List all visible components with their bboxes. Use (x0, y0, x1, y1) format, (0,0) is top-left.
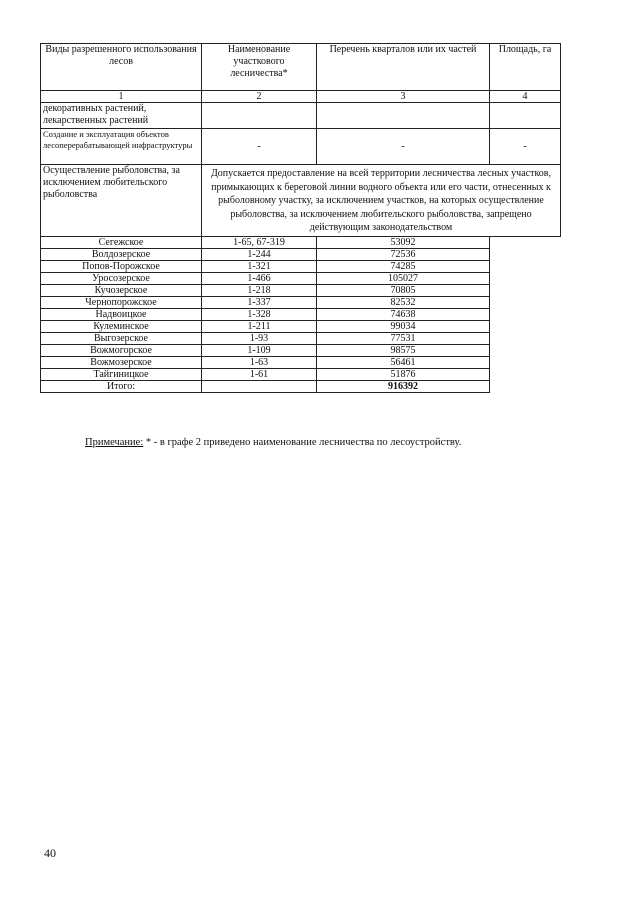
col-number: 2 (202, 91, 317, 103)
forestry-name-cell: Вожмозерское (41, 356, 202, 368)
quarters-cell: - (317, 129, 490, 165)
forestry-row (41, 308, 561, 320)
forestry-quarters-cell: 1-109 (202, 344, 317, 356)
header-quarters: Перечень кварталов или их частей (317, 44, 490, 91)
forestry-quarters-cell: 1-61 (202, 368, 317, 380)
forestry-row (41, 284, 561, 296)
forestry-row (41, 356, 561, 368)
forestry-quarters-cell: 1-337 (202, 296, 317, 308)
forestry-row (41, 344, 561, 356)
area-cell (490, 103, 561, 129)
forestry-row (41, 332, 561, 344)
forestry-area-cell: 56461 (317, 356, 490, 368)
forestry-quarters-cell: 1-211 (202, 320, 317, 332)
forestry-name-cell: Кучозерское (41, 284, 202, 296)
forestry-name-cell: Выгозерское (41, 332, 202, 344)
forestry-area-cell: 72536 (317, 248, 490, 260)
quarters-cell (317, 103, 490, 129)
forestry-quarters-cell: 1-218 (202, 284, 317, 296)
forest-use-table (40, 43, 561, 393)
total-label: Итого: (41, 380, 202, 392)
forestry-area-cell: 51876 (317, 368, 490, 380)
forestry-area-cell: 105027 (317, 272, 490, 284)
table-row (41, 165, 561, 237)
description-cell: Допускается предоставление на всей территории лесничества лесных участков, примыкающих к береговой линии водного объекта или его части, отнесенных к рыболовному участку, за исключением участков, на которых осуществление рыболовства, за исключением любительского рыболовства, запрещено действующим законодательством (202, 165, 561, 237)
column-number-row (41, 91, 561, 103)
forestry-row (41, 296, 561, 308)
forestry-quarters-cell: 1-321 (202, 260, 317, 272)
forestry-name-cell: Уросозерское (41, 272, 202, 284)
footnote-label: Примечание: (85, 437, 144, 448)
forestry-row (41, 320, 561, 332)
forestry-name-cell: Кулеминское (41, 320, 202, 332)
area-cell: - (490, 129, 561, 165)
col-number: 3 (317, 91, 490, 103)
forestry-cell (202, 103, 317, 129)
forestry-quarters-cell: 1-63 (202, 356, 317, 368)
forestry-name-cell: Вожмогорское (41, 344, 202, 356)
page-number: 40 (44, 846, 56, 860)
forestry-area-cell: 77531 (317, 332, 490, 344)
forestry-quarters-cell: 1-65, 67-319 (202, 236, 317, 248)
use-type-cell: Осуществление рыболовства, за исключением любительского рыболовства (41, 165, 202, 237)
forestry-row (41, 260, 561, 272)
footnote (85, 437, 461, 448)
forestry-name-cell: Попов-Порожское (41, 260, 202, 272)
forestry-quarters-cell: 1-328 (202, 308, 317, 320)
col-number: 1 (41, 91, 202, 103)
forestry-name-cell: Надвоицкое (41, 308, 202, 320)
forestry-row (41, 236, 561, 248)
footnote-text: * - в графе 2 приведено наименование лесничества по лесоустройству. (143, 437, 462, 448)
forestry-quarters-cell: 1-244 (202, 248, 317, 260)
total-row (41, 380, 561, 392)
forestry-area-cell: 53092 (317, 236, 490, 248)
forestry-quarters-cell: 1-466 (202, 272, 317, 284)
forestry-row (41, 248, 561, 260)
forestry-area-cell: 74285 (317, 260, 490, 272)
forestry-name-cell: Чернопорожское (41, 296, 202, 308)
forestry-row (41, 368, 561, 380)
forestry-area-cell: 98575 (317, 344, 490, 356)
forestry-area-cell: 99034 (317, 320, 490, 332)
header-use-types: Виды разрешенного использования лесов (41, 44, 202, 91)
forestry-area-cell: 70805 (317, 284, 490, 296)
forestry-name-cell: Сегежское (41, 236, 202, 248)
use-type-cell: декоративных растений, лекарственных растений (41, 103, 202, 129)
table-row (41, 103, 561, 129)
forestry-cell: - (202, 129, 317, 165)
forestry-area-cell: 82532 (317, 296, 490, 308)
header-area: Площадь, га (490, 44, 561, 91)
use-type-cell: Создание и эксплуатация объектов лесоперерабатывающей инфраструктуры (41, 129, 202, 165)
header-forestry-name: Наименование участкового лесничества* (202, 44, 317, 91)
col-number: 4 (490, 91, 561, 103)
header-row (41, 44, 561, 91)
forestry-row (41, 272, 561, 284)
total-value: 916392 (317, 380, 490, 392)
forestry-name-cell: Волдозерское (41, 248, 202, 260)
forestry-area-cell: 74638 (317, 308, 490, 320)
table-row (41, 129, 561, 165)
forestry-name-cell: Тайгиницкое (41, 368, 202, 380)
total-quarters-cell (202, 380, 317, 392)
forestry-quarters-cell: 1-93 (202, 332, 317, 344)
